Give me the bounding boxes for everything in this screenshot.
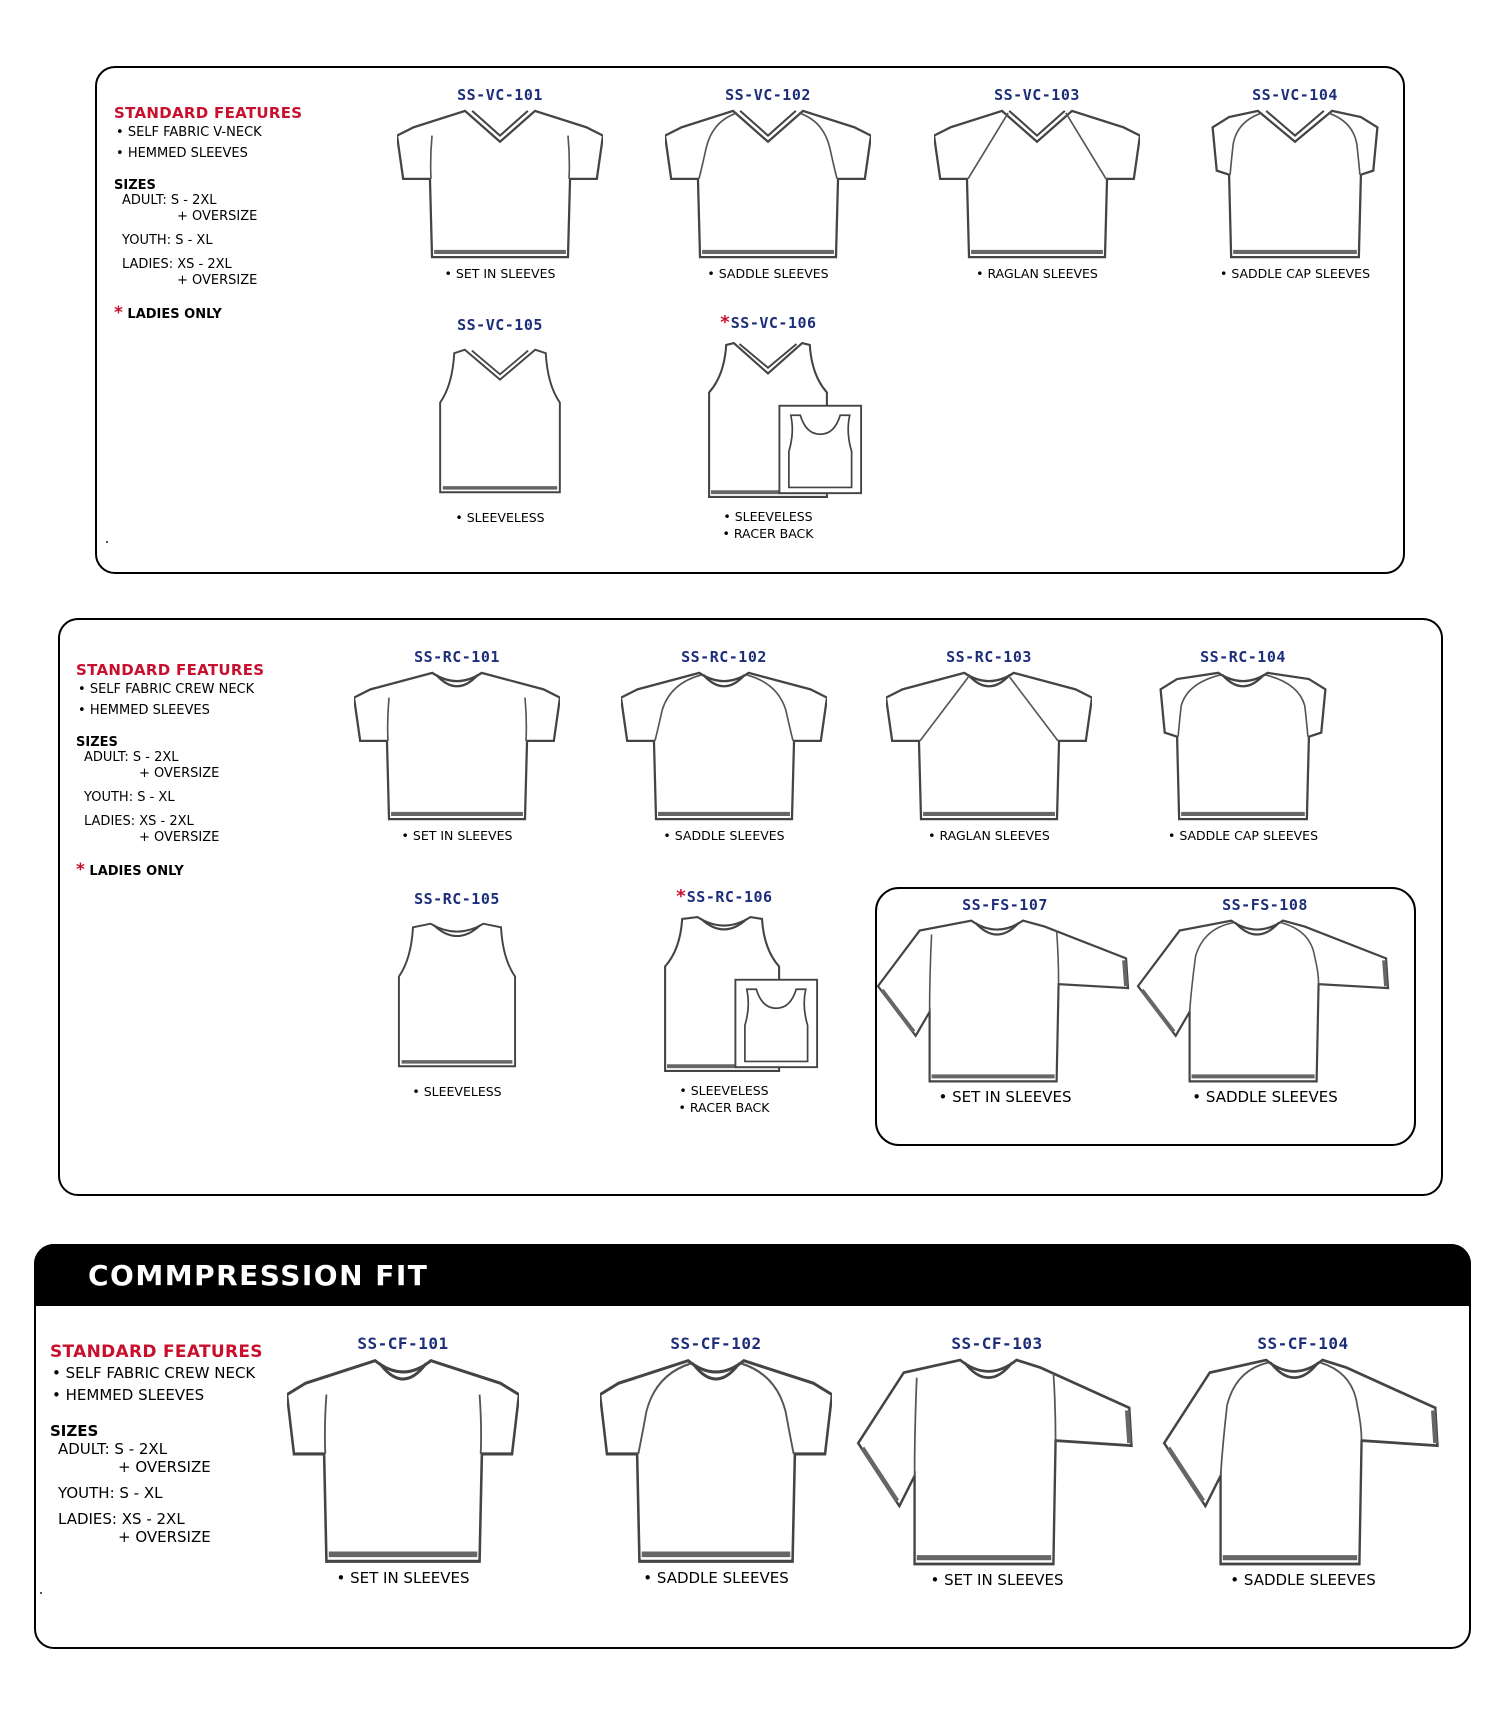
asterisk-icon: * [719,312,731,333]
product-code: SS-RC-102 [681,648,767,666]
scan-speck [106,541,108,543]
size-youth: YOUTH: S - XL [58,1484,163,1502]
product-ss-cf-101[interactable] [283,1334,523,1587]
v-neck-sleeveless-shirt-icon [412,336,588,506]
sizes-title: SIZES [50,1422,99,1440]
product-caption: • SET IN SLEEVES [336,1569,470,1587]
compression-title: COMMPRESSION FIT [88,1259,429,1292]
product-ss-rc-103[interactable] [884,648,1094,844]
crew-neck-sleeveless-shirt-icon [369,910,545,1080]
size-adult-extra: + OVERSIZE [118,1458,211,1476]
feature-item: • HEMMED SLEEVES [116,146,248,161]
asterisk-icon: * [675,886,687,907]
product-ss-vc-105[interactable] [395,316,605,526]
ladies-only-note: * LADIES ONLY [114,303,222,323]
size-ladies-extra: + OVERSIZE [177,273,258,288]
product-code: *SS-RC-106 [675,886,773,907]
product-caption: • RAGLAN SLEEVES [928,828,1050,843]
feature-item: • SELF FABRIC CREW NECK [78,682,255,697]
asterisk-icon: * [114,303,123,323]
product-ss-cf-102[interactable] [596,1334,836,1587]
crew-neck-saddle-sleeve-shirt-icon [621,668,827,824]
product-code: SS-CF-102 [670,1334,762,1353]
size-adult: ADULT: S - 2XL [84,750,179,765]
standard-features-title: STANDARD FEATURES [50,1342,263,1362]
product-ss-vc-103[interactable] [932,86,1142,282]
product-caption: • SADDLE SLEEVES [643,1569,789,1587]
product-caption: • SET IN SLEEVES [444,266,556,281]
vneck-features-block [114,104,302,323]
product-caption-2: • RACER BACK [722,526,814,541]
product-code: SS-VC-105 [457,316,543,334]
product-ss-fs-107[interactable] [870,896,1140,1106]
product-ss-rc-104[interactable] [1138,648,1348,844]
product-code: SS-CF-103 [951,1334,1043,1353]
compression-set-in-short-sleeve-shirt-icon [287,1355,519,1567]
sizes-title: SIZES [76,735,118,750]
v-neck-saddle-cap-sleeve-shirt-icon [1192,106,1398,262]
crew-neck-saddle-cap-sleeve-shirt-icon [1140,668,1346,824]
product-ss-rc-101[interactable] [352,648,562,844]
product-caption: • SADDLE SLEEVES [1230,1571,1376,1589]
compression-saddle-short-sleeve-shirt-icon [600,1355,832,1567]
product-caption: • SET IN SLEEVES [401,828,513,843]
size-adult: ADULT: S - 2XL [58,1440,168,1458]
product-code: SS-CF-104 [1257,1334,1349,1353]
product-code: SS-VC-102 [725,86,811,104]
product-caption: • SADDLE CAP SLEEVES [1219,266,1371,281]
product-ss-vc-102[interactable] [663,86,873,282]
size-adult-extra: + OVERSIZE [177,209,258,224]
size-ladies: LADIES: XS - 2XL [58,1510,185,1528]
product-caption: • SLEEVELESS [723,509,813,524]
product-ss-vc-104[interactable] [1190,86,1400,282]
size-ladies: LADIES: XS - 2XL [84,814,194,829]
long-sleeve-set-in-shirt-icon [876,916,1134,1086]
size-ladies-extra: + OVERSIZE [139,830,220,845]
crew-neck-raglan-sleeve-shirt-icon [886,668,1092,824]
product-code: SS-RC-105 [414,890,500,908]
product-ss-cf-103[interactable] [852,1334,1142,1589]
product-ss-vc-106[interactable] [663,312,873,542]
size-ladies: LADIES: XS - 2XL [122,257,232,272]
product-ss-rc-105[interactable] [352,890,562,1100]
scan-speck [40,1592,42,1594]
long-sleeve-saddle-shirt-icon [1136,916,1394,1086]
asterisk-icon: * [76,860,85,880]
feature-item: • SELF FABRIC V-NECK [116,125,262,140]
standard-features-title: STANDARD FEATURES [114,104,303,122]
product-caption: • SLEEVELESS [455,510,545,525]
product-code: SS-FS-108 [1222,896,1308,914]
size-adult-extra: + OVERSIZE [139,766,220,781]
product-ss-cf-104[interactable] [1158,1334,1448,1589]
compression-saddle-long-sleeve-shirt-icon [1162,1355,1444,1569]
product-ss-fs-108[interactable] [1130,896,1400,1106]
product-caption: • SADDLE SLEEVES [707,266,829,281]
v-neck-saddle-sleeve-shirt-icon [665,106,871,262]
feature-item: • HEMMED SLEEVES [78,703,210,718]
product-caption: • SET IN SLEEVES [930,1571,1064,1589]
feature-item: • HEMMED SLEEVES [52,1386,205,1404]
product-code: SS-VC-103 [994,86,1080,104]
product-caption: • SET IN SLEEVES [938,1088,1072,1106]
product-caption: • SLEEVELESS [679,1083,769,1098]
product-caption-2: • RACER BACK [678,1100,770,1115]
compression-features-block [50,1342,263,1546]
product-code: SS-CF-101 [357,1334,449,1353]
product-code: SS-RC-101 [414,648,500,666]
crew-neck-set-in-sleeve-shirt-icon [354,668,560,824]
product-code: *SS-VC-106 [719,312,817,333]
size-youth: YOUTH: S - XL [122,233,213,248]
standard-features-title: STANDARD FEATURES [76,661,265,679]
product-code: SS-RC-104 [1200,648,1286,666]
crew-neck-racer-back-tank-icon [629,909,819,1079]
product-code: SS-FS-107 [962,896,1048,914]
product-caption: • RAGLAN SLEEVES [976,266,1098,281]
product-caption: • SLEEVELESS [412,1084,502,1099]
product-ss-vc-101[interactable] [395,86,605,282]
compression-set-in-long-sleeve-shirt-icon [856,1355,1138,1569]
product-caption: • SADDLE SLEEVES [1192,1088,1338,1106]
size-adult: ADULT: S - 2XL [122,193,217,208]
v-neck-racer-back-tank-icon [673,335,863,505]
feature-item: • SELF FABRIC CREW NECK [52,1364,256,1382]
product-code: SS-RC-103 [946,648,1032,666]
product-caption: • SADDLE CAP SLEEVES [1167,828,1319,843]
crew-features-block [76,661,264,880]
product-code: SS-VC-104 [1252,86,1338,104]
product-code: SS-VC-101 [457,86,543,104]
ladies-only-note: * LADIES ONLY [76,860,184,880]
product-caption: • SADDLE SLEEVES [663,828,785,843]
product-ss-rc-102[interactable] [619,648,829,844]
v-neck-raglan-sleeve-shirt-icon [934,106,1140,262]
size-youth: YOUTH: S - XL [84,790,175,805]
v-neck-set-in-sleeve-shirt-icon [397,106,603,262]
size-ladies-extra: + OVERSIZE [118,1528,211,1546]
product-ss-rc-106[interactable] [619,886,829,1116]
sizes-title: SIZES [114,178,156,193]
